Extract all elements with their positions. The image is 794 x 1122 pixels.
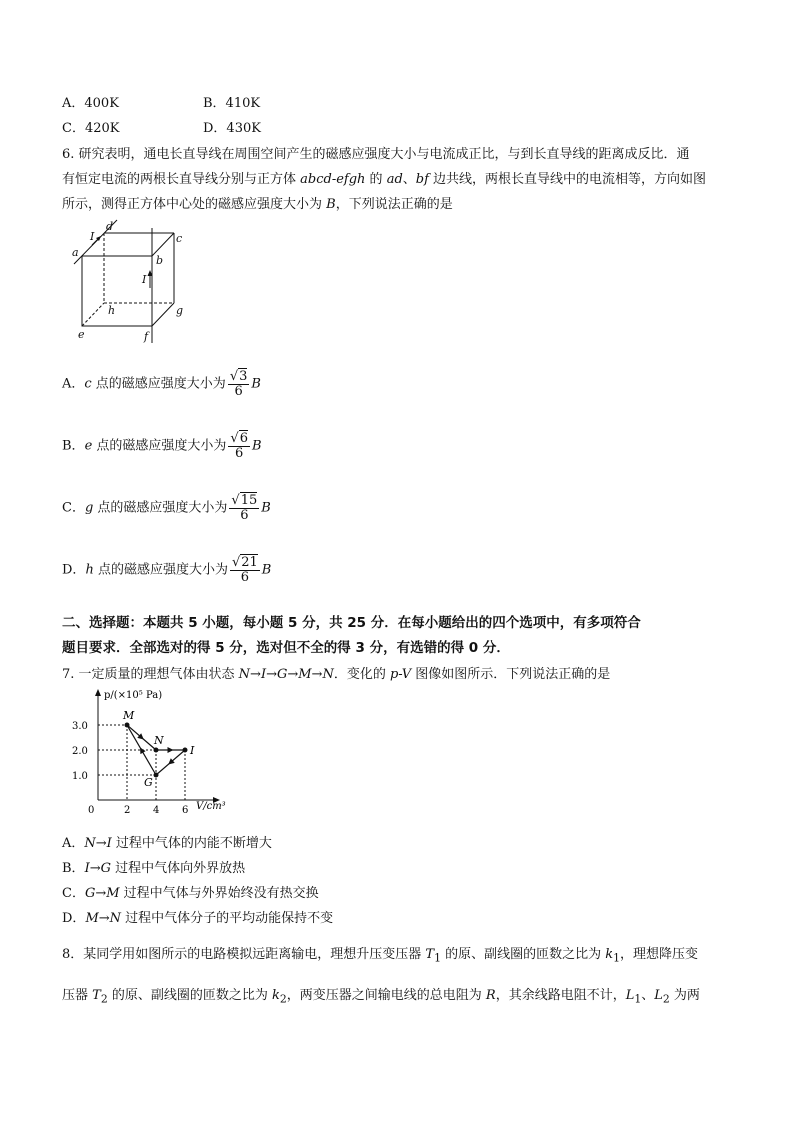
state-point-G [154,773,159,778]
label-a: a [72,246,79,259]
q8-stem-line1: 8．某同学用如图所示的电路模拟远距离输电，理想升压变压器 $T_1$ 的原、副线圈的匝数之比为 $k_1$，理想降压变 [62,947,699,965]
x-tick-label: 6 [182,805,189,816]
label-e: e [78,328,85,341]
q5-option-b: B．410K [203,96,261,111]
state-label-N: N [154,734,164,747]
cube-front-face [82,256,152,326]
q6-cube-figure [70,218,200,346]
y-axis-label: p/(×10⁵ Pa) [104,690,163,701]
q5-option-d: D．430K [203,121,261,136]
x-axis-label: V/cm³ [196,801,226,812]
q7-option-d: D．M→N 过程中气体分子的平均动能保持不变 [62,911,334,926]
q7-pv-graph [68,685,238,817]
label-I1: I [90,230,95,243]
label-c: c [176,232,183,245]
origin-label: 0 [88,805,95,816]
q7-option-a: A．N→I 过程中气体的内能不断增大 [62,836,272,851]
label-h: h [108,304,116,317]
q5-option-c: C．420K [62,121,120,136]
q6-option-c: C．g 点的磁感应强度大小为 $\frac{√15}{6}$ B [62,493,271,523]
state-label-G: G [144,776,153,789]
q5-option-a: A．400K [62,96,119,111]
q6-stem-line2: 有恒定电流的两根长直导线分别与正方体 abcd-efgh 的 ad、bf 边共线，两根长直导线中的电流相等，方向如图 [62,172,707,187]
section2-heading-line2: 题目要求．全部选对的得 5 分，选对但不全的得 3 分，有选错的得 0 分． [62,640,510,656]
state-label-I: I [190,744,195,757]
q6-stem-line1: 6. 研究表明，通电长直导线在周围空间产生的磁感应强度大小与电流成正比，与到长直导线的距离成反比．通 [62,147,690,162]
q8-stem-line2: 压器 $T_2$ 的原、副线圈的匝数之比为 $k_2$，两变压器之间输电线的总电阻为 R，其余线路电阻不计，$L_1$、$L_2$ 为两 [62,988,700,1006]
state-label-M: M [123,709,135,722]
y-tick-label: 1.0 [72,771,88,782]
label-d: d [106,220,114,233]
q7-stem: 7. 一定质量的理想气体由状态 N→I→G→M→N．变化的 p-V 图像如图所示．下列说法正确的是 [62,667,611,682]
q6-stem-line3: 所示，测得正方体中心处的磁感应强度大小为 B，下列说法正确的是 [62,197,453,212]
q6-option-a: A．c 点的磁感应强度大小为 $\frac{√3}{6}$ B [62,369,261,399]
label-f: f [144,330,149,343]
x-tick-label: 4 [153,805,160,816]
q7-option-c: C．G→M 过程中气体与外界始终没有热交换 [62,886,319,901]
x-tick-label: 2 [124,805,131,816]
process-arrow [168,747,174,753]
q6-option-b: B．e 点的磁感应强度大小为 $\frac{√6}{6}$ B [62,431,262,461]
y-tick-label: 3.0 [72,721,88,732]
label-I2: I [142,273,147,286]
label-b: b [156,254,164,267]
y-tick-label: 2.0 [72,746,88,757]
state-point-M [125,723,130,728]
section2-heading-line1: 二、选择题：本题共 5 小题，每小题 5 分，共 25 分．在每小题给出的四个选项中，有多项符合 [62,615,641,631]
label-g: g [176,304,184,317]
y-axis-arrow [95,689,101,696]
q7-option-b: B．I→G 过程中气体向外界放热 [62,861,246,876]
q6-option-d: D．h 点的磁感应强度大小为 $\frac{√21}{6}$ B [62,555,272,585]
state-point-I [183,748,188,753]
state-point-N [154,748,159,753]
